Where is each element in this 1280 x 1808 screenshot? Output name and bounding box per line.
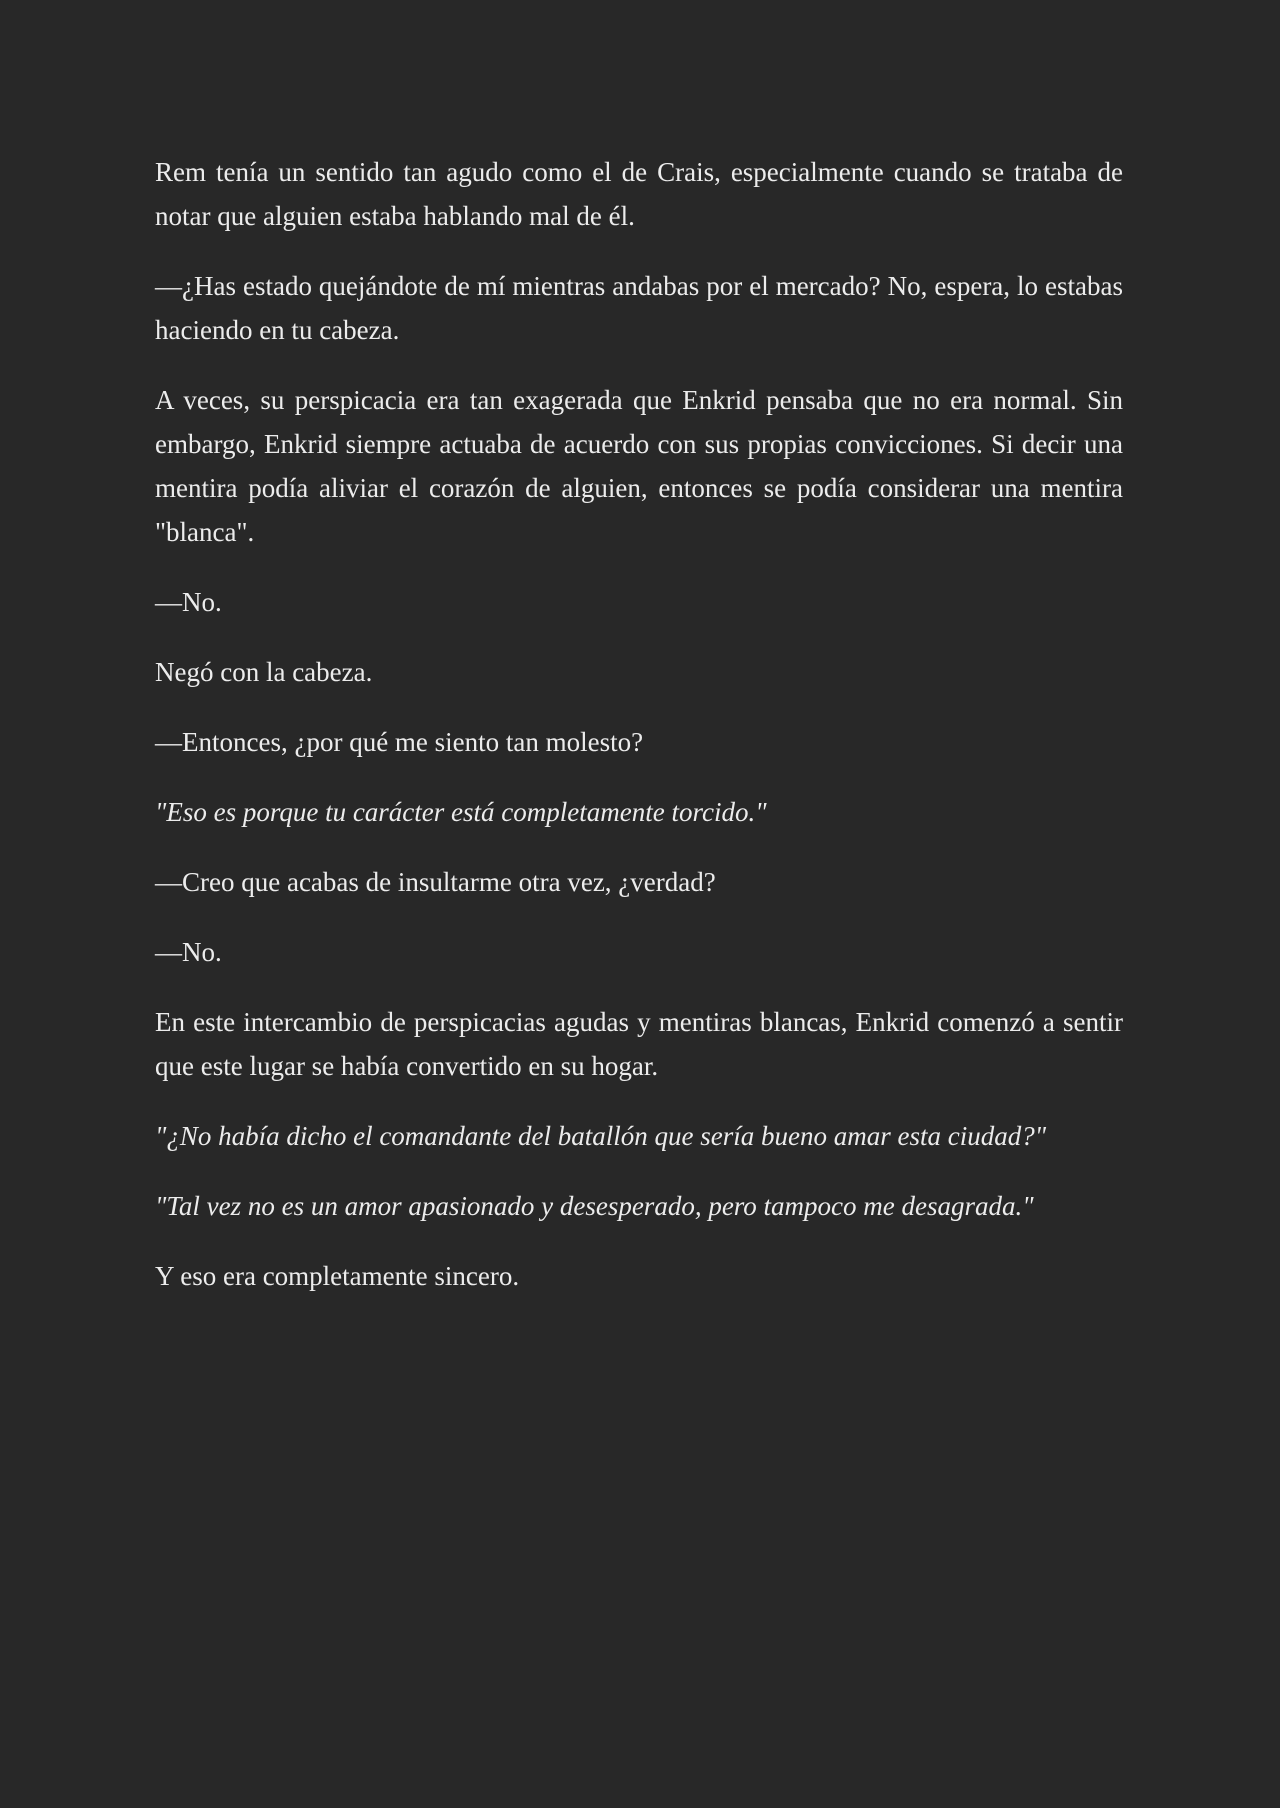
dialogue-line: —Creo que acabas de insultarme otra vez, ¿verdad? bbox=[155, 867, 716, 897]
paragraph: En este intercambio de perspicacias agudas y mentiras blancas, Enkrid comenzó a sentir que este lugar se había convertido en su hogar. bbox=[155, 1007, 1123, 1081]
inner-thought: "¿No había dicho el comandante del batallón que sería bueno amar esta ciudad?" bbox=[155, 1121, 1047, 1151]
paragraph: Y eso era completamente sincero. bbox=[155, 1261, 520, 1291]
dialogue-line: —¿Has estado quejándote de mí mientras andabas por el mercado? No, espera, lo estabas haciendo en tu cabeza. bbox=[155, 271, 1123, 345]
chapter-text bbox=[155, 150, 1123, 1324]
paragraph: Rem tenía un sentido tan agudo como el de Crais, especialmente cuando se trataba de notar que alguien estaba hablando mal de él. bbox=[155, 157, 1123, 231]
dialogue-line: —No. bbox=[155, 587, 222, 617]
paragraph: Negó con la cabeza. bbox=[155, 657, 373, 687]
inner-thought: "Tal vez no es un amor apasionado y desesperado, pero tampoco me desagrada." bbox=[155, 1191, 1034, 1221]
inner-thought: "Eso es porque tu carácter está completamente torcido." bbox=[155, 797, 767, 827]
dialogue-line: —No. bbox=[155, 937, 222, 967]
dialogue-line: —Entonces, ¿por qué me siento tan molesto? bbox=[155, 727, 644, 757]
paragraph: A veces, su perspicacia era tan exagerada que Enkrid pensaba que no era normal. Sin embargo, Enkrid siempre actuaba de acuerdo con sus propias convicciones. Si decir una mentira podía aliviar el corazón de alguien, entonces se podía considerar una mentira "blanca". bbox=[155, 385, 1123, 547]
